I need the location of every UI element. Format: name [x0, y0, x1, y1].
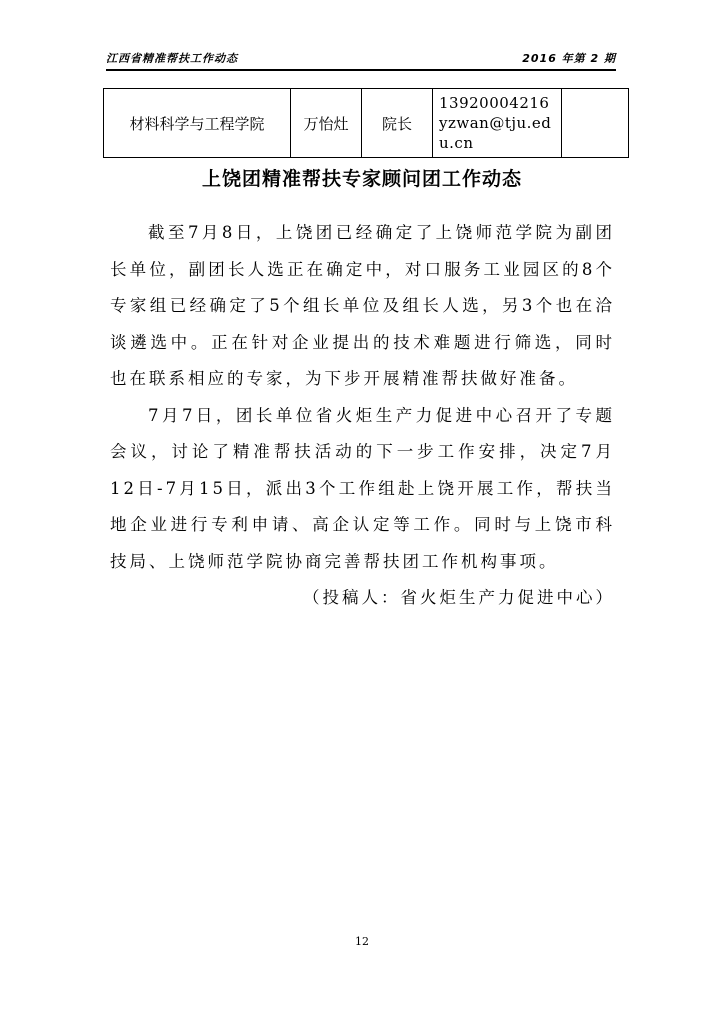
expert-contact-table: [103, 88, 629, 158]
article-source: （投稿人：省火炬生产力促进中心）: [303, 588, 615, 607]
article-title: 上饶团精准帮扶专家顾问团工作动态: [201, 168, 522, 190]
department-cell: 材料科学与工程学院: [104, 89, 291, 158]
email-line-2: u.cn: [439, 134, 474, 152]
publication-title: 江西省精准帮扶工作动态: [106, 52, 238, 65]
contact-cell: [433, 89, 562, 158]
empty-cell: [562, 89, 629, 158]
position-cell: 院长: [362, 89, 433, 158]
issue-number: 2016 年第 2 期: [522, 52, 616, 65]
email-line-1: yzwan@tju.ed: [439, 114, 552, 132]
phone-number: 13920004216: [439, 94, 550, 112]
name-cell: 万怡灶: [291, 89, 362, 158]
article-body: [110, 215, 615, 617]
table-row: [104, 89, 629, 158]
paragraph: 截至7月8日，上饶团已经确定了上饶师范学院为副团长单位，副团长人选正在确定中，对口服务工业园区的8个专家组已经确定了5个组长单位及组长人选，另3个也在洽谈遴选中。正在针对企业提出的技术难题进行筛选，同时也在联系相应的专家，为下步开展精准帮扶做好准备。: [110, 223, 615, 388]
paragraph: 7月7日，团长单位省火炬生产力促进中心召开了专题会议，讨论了精准帮扶活动的下一步工作安排，决定7月12日-7月15日，派出3个工作组赴上饶开展工作，帮扶当地企业进行专利申请、高企认定等工作。同时与上饶市科技局、上饶师范学院协商完善帮扶团工作机构事项。: [110, 405, 615, 571]
page-number: 12: [355, 935, 369, 948]
page-header: [106, 49, 616, 71]
